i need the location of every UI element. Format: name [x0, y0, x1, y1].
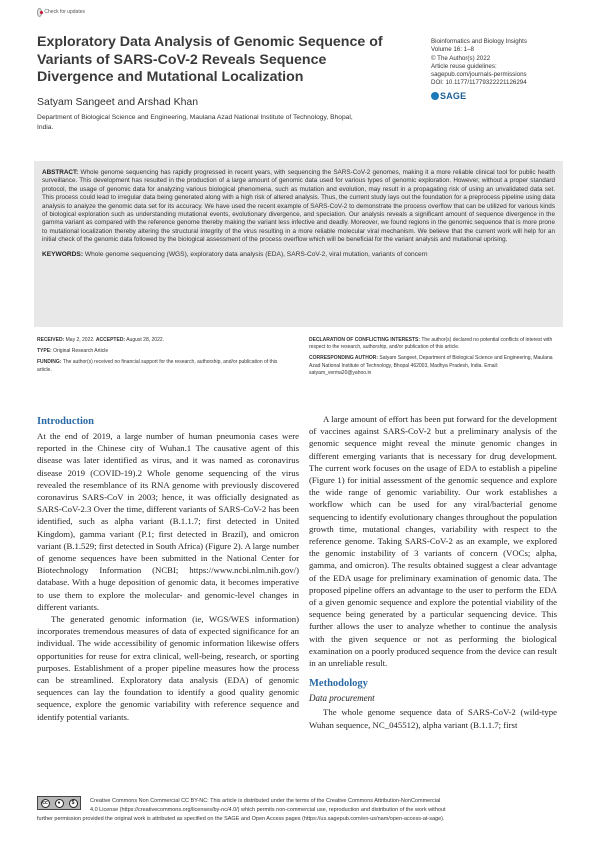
abstract-label: ABSTRACT:: [42, 169, 79, 176]
corresponding-value: Satyam Sangeet, Department of Biological Science and Engineering, Maulana Azad National Institute of Technology, Bhopal 462003, Madhya Pradesh, India. Email: satyam_verma20@yahoo.in: [309, 355, 553, 376]
funding-line: [37, 359, 287, 373]
crossmark-icon: [37, 8, 42, 17]
license-text-top: [90, 797, 560, 816]
funding-label: FUNDING:: [37, 359, 62, 366]
accepted-date: August 28, 2022.: [126, 337, 165, 343]
keywords-text: Whole genome sequencing (WGS), exploratory data analysis (EDA), SARS-CoV-2, viral mutation, variants of concern: [84, 250, 428, 258]
intro-paragraph-3: A large amount of effort has been put forward for the development of vaccines against SARS-CoV-2 but a preliminary analysis of the genomic sequence might reveal the minute genomic changes in different emerging variants that is necessary for drug development. The current work focuses on the usage of EDA to establish a pipeline (Figure 1) for initial assessment of the genomic sequence and explore the wide range of genomic variability. Our work establishes a workflow which can be used for any viral/bacterial genome sequencing to identify evolutionary changes throughout the population growth time, mutational changes, variability with respect to the reference genome. Taking SARS-CoV-2 as an example, we explored the genomic instability of 3 variants of concern (VOCs; alpha, gamma, and omicron). The results obtained suggest a clear advantage of the EDA usage for preliminary examination of genomic data. The proposed pipeline offers an advantage to the user to perform the EDA of a given genomic sequence and explore the potential viability of the sequence being generated by a particular sequencing device. This further allows the user to analyze whether to continue the analysis with the given sequence or not as performing the biological examination on a poorly produced sequence from the device can result in an unreliable result.: [309, 414, 557, 669]
body-left-column: [37, 413, 299, 723]
type-label: TYPE:: [37, 348, 52, 355]
methods-heading: Methodology: [309, 678, 368, 690]
check-for-updates-label: Check for updates: [44, 9, 85, 15]
sage-circle-icon: [431, 92, 439, 100]
license-line-2: 4.0 License (https://creativecommons.org/licenses/by-nc/4.0/) which permits non-commercial use, reproduction and distribution of the work without: [90, 807, 446, 814]
sage-logo-text: SAGE: [440, 91, 467, 101]
body-right-column: [309, 413, 557, 731]
meta-right: [309, 337, 559, 381]
by-icon: ●: [55, 799, 64, 808]
license-line-1: Creative Commons Non Commercial CC BY-NC: This article is distributed under the terms of the Creative Commons Attribution-NonCommercial: [90, 798, 441, 804]
cc-license-badge[interactable]: [37, 796, 81, 810]
intro-paragraph-1: At the end of 2019, a large number of human pneumonia cases were reported in the Chinese city of Wuhan.1 The causative agent of this disease was later identified as virus, and it was named as coronavirus disease 2019 (COVID-19).2 Whole genome sequencing of the virus revealed the resemblance of its RNA genome with previously discovered coronavirus SARS-CoV in 2003; hence, it was officially designated as SARS-CoV-2.3 Over the time, different variants of SARS-CoV-2 has been identified, such as alpha variant (B.1.1.7; first detected in United Kingdom), gamma variant (P.1; first detected in Brazil), and omicron variant (B.1.529; first detected in South Africa) (Figure 2). A large number of genome sequences have been submitted in the National Center for Biotechnology Information (NCBI; https://www.ncbi.nlm.nih.gov/) database. With a huge deposition of genomic data, it becomes imperative to use them to explore the molecular- and genomic-level changes in different variants.: [37, 431, 299, 612]
abstract-body: Whole genome sequencing has rapidly progressed in recent years, with sequencing the SARS-CoV-2 genomes, making it a more reliable clinical tool for public health surveillance. This development has resulted in the production of a large amount of genomic data used for various types of genomic exploration. However, without a proper standard protocol, the usage of genomic data for analyzing various biological phenomena, such as mutation and evolution, may result in a propagating risk of using an unvalidated data set. This process could lead to irregular data being generated along with a high risk of altered analysis. Thus, the current study lays out the foundation for a preprocess pipeline using data analysis to analyze the genomic data set for its accuracy. We have used the recent example of SARS-CoV-2 to demonstrate the process overflow that can be utilized for various kinds of biological exploration such as understanding mutational events, evolutionary divergence, and speciation. Our analysis reveals a significant amount of sequence divergence in the gamma variant as compared with the reference genome thereby making the variant less infective and deadly. Moreover, we found regions in the genomic sequence that is more prone to mutational localization thereby altering the structural integrity of the virus resulting in a more reliable molecular viral mechanism. We believe that the current work will help for an initial check of the genomic data followed by the biological assessment of the process overflow which will be beneficial for the variant analysis and mutational uprising.: [42, 169, 555, 244]
author-affiliation: Department of Biological Science and Engineering, Maulana Azad National Institute of Technology, Bhopal, India.: [37, 114, 353, 131]
abstract-text: [42, 169, 555, 245]
keywords: [42, 251, 555, 258]
journal-volume: Volume 16: 1–8: [431, 46, 475, 54]
journal-name: Bioinformatics and Biology Insights: [431, 38, 527, 45]
check-for-updates-badge[interactable]: [37, 6, 85, 18]
data-procurement-heading: Data procurement: [309, 693, 375, 704]
corresponding-line: [309, 355, 559, 377]
dates-line: [37, 337, 287, 344]
journal-doi[interactable]: DOI: 10.1177/11779322221126294: [431, 79, 527, 87]
sage-logo: [431, 91, 466, 101]
abstract-box: [34, 161, 563, 327]
meta-left: [37, 337, 287, 378]
received-date: May 2, 2022.: [65, 337, 95, 343]
accepted-label: ACCEPTED:: [95, 337, 126, 343]
article-authors: Satyam Sangeet and Arshad Khan: [37, 96, 199, 108]
type-line: [37, 348, 287, 355]
corresponding-label: CORRESPONDING AUTHOR:: [309, 355, 378, 362]
methods-paragraph-1: The whole genome sequence data of SARS-CoV-2 (wild-type Wuhan sequence, NC_045512), alpha variant (B.1.1.7; first: [309, 707, 557, 730]
conflict-label: DECLARATION OF CONFLICTING INTERESTS:: [309, 337, 421, 343]
cc-icon: cc: [42, 799, 48, 806]
journal-info: [431, 38, 571, 88]
journal-copyright: © The Author(s) 2022: [431, 54, 491, 62]
journal-reuse-link[interactable]: sagepub.com/journals-permissions: [431, 71, 527, 79]
type-value: Original Research Article: [53, 348, 109, 355]
conflict-line: [309, 337, 559, 351]
intro-heading: Introduction: [37, 416, 94, 427]
nc-icon: $: [69, 799, 78, 808]
license-line-3: further permission provided the original work is attributed as specified on the SAGE and Open Access pages (https://us.sagepub.com/en-us/nam/open-access-at-sage).: [37, 816, 445, 822]
keywords-label: KEYWORDS:: [42, 250, 84, 258]
received-label: RECEIVED:: [37, 337, 65, 343]
license-text-bottom: [37, 815, 559, 824]
funding-value: The author(s) received no financial support for the research, authorship, and/or publication of this article.: [37, 359, 278, 373]
intro-paragraph-2: The generated genomic information (ie, WGS/WES information) incorporates tremendous measures of data of expected significance for an individual. The wide accessibility of genomic information likewise offers opportunities for reuse for extra clinical, well-being, research, or sporting purposes. Establishment of a proper pipeline measures how the process can be streamlined. Exploratory data analysis (EDA) of genomic sequences can lay the foundation to identify a good quality genomic sequence, explore the genomic variability with reference sequence and identify potential variants.: [37, 614, 299, 722]
conflict-value: The author(s) declared no potential conflicts of interest with respect to the research, authorship, and/or publication of this article.: [309, 337, 553, 351]
journal-reuse: Article reuse guidelines:: [431, 62, 497, 70]
article-title: Exploratory Data Analysis of Genomic Sequence of Variants of SARS-CoV-2 Reveals Sequence Divergence and Mutational Localization: [37, 34, 383, 86]
